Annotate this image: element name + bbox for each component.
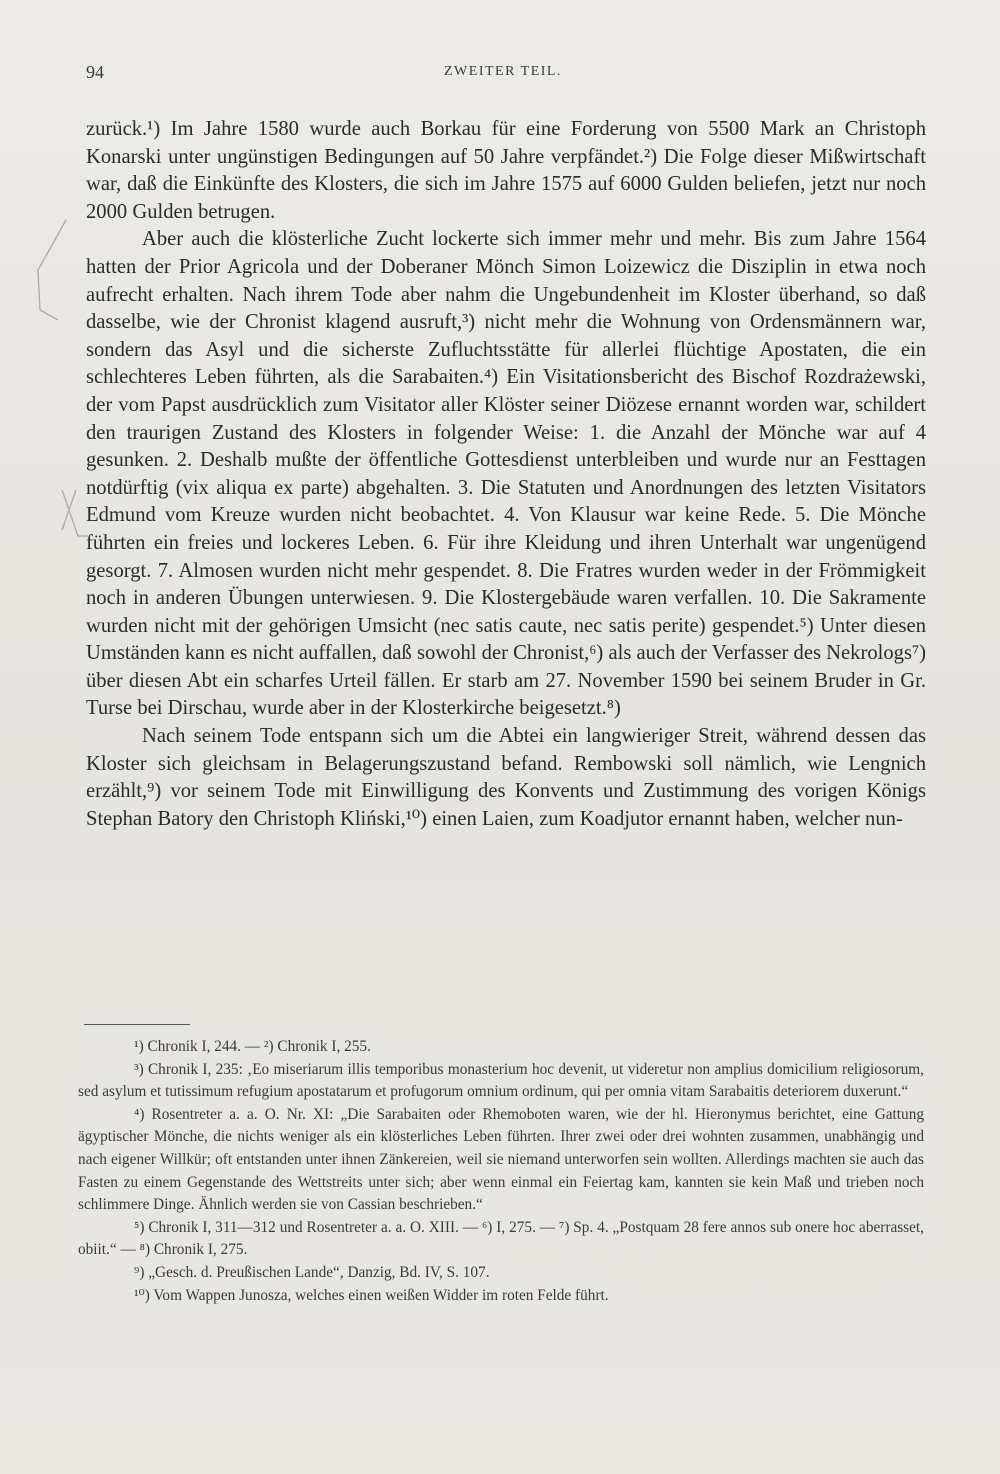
footnote: ¹⁰) Vom Wappen Junosza, welches einen weißen Widder im roten Felde führt. xyxy=(134,1286,609,1304)
footnotes xyxy=(78,1036,924,1307)
body-text xyxy=(86,116,926,833)
paragraph: zurück.¹) Im Jahre 1580 wurde auch Borkau für eine Forderung von 5500 Mark an Christoph Konarski unter ungünstigen Bedingungen auf 50 Jahre verpfändet.²) Die Folge dieser Mißwirtschaft war, daß die Einkünfte des Klosters, die sich im Jahre 1575 auf 6000 Gulden beliefen, jetzt nur noch 2000 Gulden betrugen. xyxy=(86,118,926,223)
page-number: 94 xyxy=(86,62,104,82)
footnote: ¹) Chronik I, 244. — ²) Chronik I, 255. xyxy=(134,1038,371,1055)
pencil-margin-mark xyxy=(18,200,88,560)
footnote: ⁹) „Gesch. d. Preußischen Lande“, Danzig, Bd. IV, S. 107. xyxy=(134,1263,490,1281)
page-header xyxy=(86,62,920,92)
footnote: ⁴) Rosentreter a. a. O. Nr. XI: „Die Sarabaiten oder Rhemoboten waren, wie der hl. Hieronymus berichtet, eine Gattung ägyptischer Mönche, die nichts weniger als ein klösterliches Leben führten. Ihrer zwei oder drei wohnten zusammen, unabhängig und nach eigener Willkür; oft entstanden unter ihnen Zänkereien, weil sie niemand unterworfen sein wollten. Allerdings machten sie auch das Fasten zu einem Gegenstande des Wettstreits unter sich; aber wenn einmal ein Feiertag kam, kannten sie kein Maß und trieben noch schlimmere Dinge. Ähnlich werden sie von Cassian beschrieben.“ xyxy=(78,1105,924,1214)
paragraph: Aber auch die klösterliche Zucht lockerte sich immer mehr und mehr. Bis zum Jahre 1564 hatten der Prior Agricola und der Doberaner Mönch Simon Loizewicz die Disziplin in etwa noch aufrecht erhalten. Nach ihrem Tode aber nahm die Ungebundenheit im Kloster überhand, so daß dasselbe, wie der Chronist klagend ausruft,³) nicht mehr die Wohnung von Ordensmännern war, sondern das Asyl und die sicherste Zufluchtsstätte für allerlei flüchtige Apostaten, die ein schlechteres Leben führten, als die Sarabaiten.⁴) Ein Visitationsbericht des Bischof Rozdrażewski, der vom Papst ausdrücklich zum Visitator aller Klöster seiner Diözese ernannt worden war, schildert den traurigen Zustand des Klosters in folgender Weise: 1. die Anzahl der Mönche war auf 4 gesunken. 2. Deshalb mußte der öffentliche Gottesdienst unterbleiben und wurde nur an Festtagen notdürftig (vix aliqua ex parte) abgehalten. 3. Die Statuten und Anordnungen des letzten Visitators Edmund vom Kreuze wurden nicht beobachtet. 4. Von Klausur war keine Rede. 5. Die Mönche führten ein freies und lockeres Leben. 6. Für ihre Kleidung und ihren Unterhalt war ungenügend gesorgt. 7. Almosen wurden nicht mehr gespendet. 8. Die Fratres wurden weder in der Frömmigkeit noch in anderen Übungen unterwiesen. 9. Die Klostergebäude waren verfallen. 10. Die Sakramente wurden nicht mit der gehörigen Umsicht (nec satis caute, nec satis perite) gespendet.⁵) Unter diesen Umständen kann es nicht auffallen, daß sowohl der Chronist,⁶) als auch der Verfasser des Nekrologs⁷) über diesen Abt ein scharfes Urteil fällen. Er starb am 27. November 1590 bei seinem Bruder in Gr. Turse bei Dirschau, wurde aber in der Klosterkirche beigesetzt.⁸) xyxy=(86,228,926,720)
footnote: ³) Chronik I, 235: ‚Eo miseriarum illis temporibus monasterium hoc devenit, ut videretur non amplius domicilium religiosorum, sed asylum et tutissimum refugium apostatarum et profugorum omnium ordinum, qui per omnia vitam Sarabaitis deteriorem duxerunt.“ xyxy=(78,1060,924,1101)
running-head: ZWEITER TEIL. xyxy=(444,64,562,79)
footnote-rule xyxy=(84,1024,190,1025)
paragraph: Nach seinem Tode entspann sich um die Abtei ein langwieriger Streit, während dessen das Kloster sich gleichsam in Belagerungszustand befand. Rembowski soll nämlich, wie Lengnich erzählt,⁹) vor seinem Tode mit Einwilligung des Konvents und Zustimmung des vorigen Königs Stephan Batory den Christoph Kliński,¹⁰) einen Laien, zum Koadjutor ernannt haben, welcher nun- xyxy=(86,725,926,830)
footnote: ⁵) Chronik I, 311—312 und Rosentreter a. a. O. XIII. — ⁶) I, 275. — ⁷) Sp. 4. „Postquam 28 fere annos sub onere hoc aberrasset, obiit.“ — ⁸) Chronik I, 275. xyxy=(78,1218,924,1259)
